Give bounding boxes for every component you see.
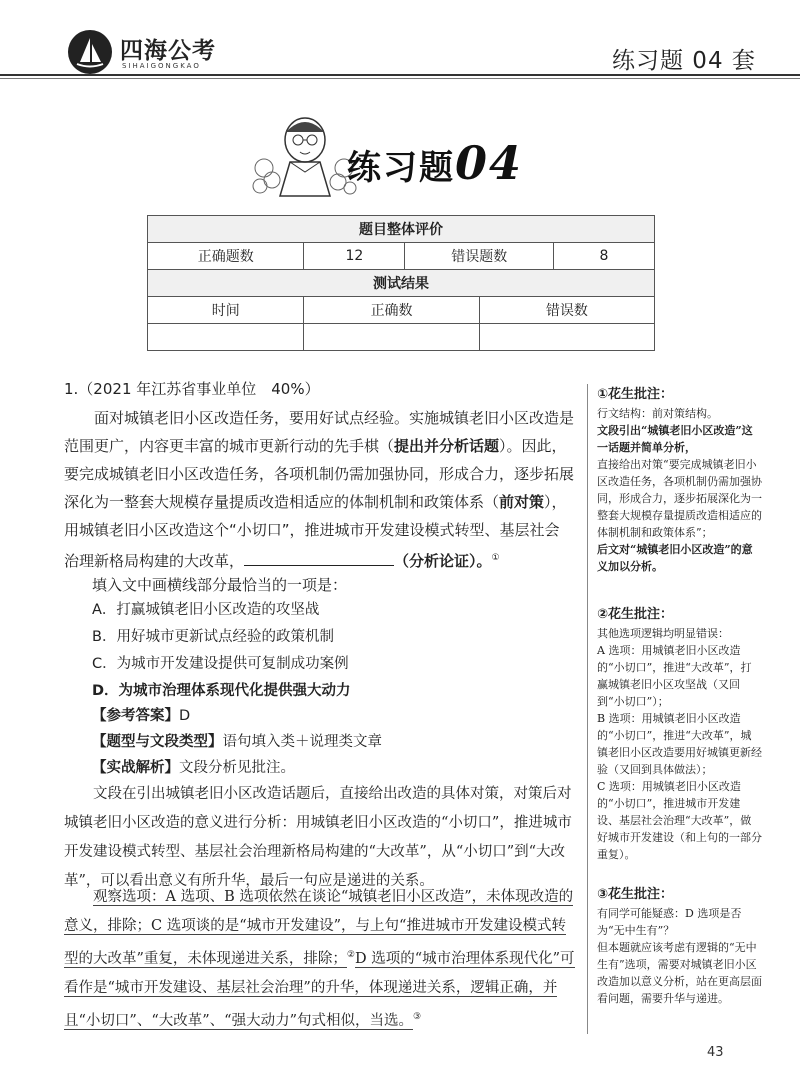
analysis-row xyxy=(92,756,295,777)
note-2-line-3: B 选项：用城镇老旧小区改造的“小切口”，推进“大改革”，城镇老旧小区改造要用好城镇更新经验（又回到具体做法）； xyxy=(597,712,762,776)
note-1-line-2: 文段引出“城镇老旧小区改造”这一话题并简单分析， xyxy=(597,424,753,454)
note-2-title: ②花生批注： xyxy=(597,607,674,622)
note-marker-1: ① xyxy=(491,553,500,563)
eval-title: 题目整体评价 xyxy=(148,216,655,243)
note-marker-2: ② xyxy=(346,950,355,960)
evaluation-table xyxy=(147,215,655,351)
wrong-count-cell[interactable] xyxy=(479,324,654,351)
correct-label: 正确题数 xyxy=(148,243,304,270)
answer-row xyxy=(92,704,190,725)
note-2-line-1: 其他选项逻辑均明显错误： xyxy=(597,627,729,640)
analysis-paragraph: 文段在引出城镇老旧小区改造话题后，直接给出改造的具体对策，对策后对城镇老旧小区改造的意义进行分析：用城镇老旧小区改造的“小切口”，推进城市开发建设模式转型、基层社会治理新格局构建的“大改革”，从“小切口”到“大改革”，可以看出意义有所升华，最后一句应是递进的关系。 xyxy=(64,786,572,889)
type-row xyxy=(92,730,382,751)
note-1-title: ①花生批注： xyxy=(597,387,674,402)
option-d[interactable]: D．为城市治理体系现代化提供强大动力 xyxy=(92,683,351,699)
note-3-line-2: 但本题就应该考虑有逻辑的“无中生有”选项，需要对城镇老旧小区改造加以意义分析，站在更高层面看问题，需要升华与递进。 xyxy=(597,941,762,1005)
analysis-value: 文段分析见批注。 xyxy=(179,760,295,776)
passage-part-a: 面对城镇老旧小区改造任务，要用好试点经验。实施城镇老旧小区改造是范围更广，内容更丰富的城市更新行动的先手棋（ xyxy=(64,409,575,455)
analysis-label: 【实战解析】 xyxy=(92,760,179,776)
option-observation xyxy=(64,883,576,1036)
wrong-label: 错误题数 xyxy=(405,243,554,270)
question-passage xyxy=(64,404,574,575)
col-time: 时间 xyxy=(148,297,304,324)
sidebar-divider xyxy=(587,384,588,1034)
option-c[interactable]: C．为城市开发建设提供可复制成功案例 xyxy=(92,656,349,672)
mascot-illustration-icon xyxy=(250,110,358,198)
passage-tag-topic: 提出并分析话题 xyxy=(394,437,500,455)
passage-part-e: ），用城镇老旧小区改造这个“小切口”，推进城市开发建设模式转型、基层社会治理新格局构建的大改革， xyxy=(64,493,567,570)
note-3 xyxy=(597,886,762,1007)
wrong-value: 8 xyxy=(554,243,655,270)
page-number: 43 xyxy=(707,1045,724,1060)
note-marker-3: ③ xyxy=(412,1011,422,1022)
note-3-title: ③花生批注： xyxy=(597,887,674,902)
note-3-line-1: 有同学可能疑惑：D 选项是否为“无中生有”？ xyxy=(597,907,742,937)
obs-part-b: D 选项的“城市治理体系现代化”可看作是“城市开发建设、基层社会治理”的升华，体现递进关系，逻辑正确，并且“小切口”、“大改革”、“强大动力”句式相似，当选。 xyxy=(64,950,575,1029)
passage-tag-strategy: 前对策 xyxy=(499,493,545,511)
time-cell[interactable] xyxy=(148,324,304,351)
col-correct: 正确数 xyxy=(304,297,479,324)
fill-blank[interactable] xyxy=(244,551,394,566)
brand-logo xyxy=(68,30,238,80)
header-rule-thin xyxy=(0,78,800,79)
note-1-line-1: 行文结构：前对策结构。 xyxy=(597,407,718,420)
note-1 xyxy=(597,386,762,575)
question-prompt: 填入文中画横线部分最恰当的一项是： xyxy=(92,576,348,594)
title-text: 练习题 xyxy=(347,148,455,188)
type-value: 语句填入类＋说理类文章 xyxy=(222,734,382,750)
passage-tag-argument: （分析论证）。 xyxy=(394,552,492,570)
result-title: 测试结果 xyxy=(148,270,655,297)
option-b[interactable]: B．用好城市更新试点经验的政策机制 xyxy=(92,629,334,645)
correct-value: 12 xyxy=(304,243,405,270)
logo-name: 四海公考 xyxy=(120,38,216,64)
note-2 xyxy=(597,606,762,863)
question-source: 1.（2021 年江苏省事业单位 40%） xyxy=(64,380,320,398)
type-label: 【题型与文段类型】 xyxy=(92,734,223,750)
col-wrong: 错误数 xyxy=(479,297,654,324)
logo-pinyin: SIHAIGONGKAO xyxy=(122,62,201,70)
answer-value: D xyxy=(179,708,191,724)
title-number: 04 xyxy=(455,136,524,190)
note-1-line-3: 直接给出对策“要完成城镇老旧小区改造任务，各项机制仍需加强协同，形成合力，逐步拓展深化为一整套大规模存量提质改造相适应的体制机制和政策体系”； xyxy=(597,458,762,539)
correct-count-cell[interactable] xyxy=(304,324,479,351)
sail-logo-icon xyxy=(68,30,112,74)
passage-part-c: ）。因此，要完成城镇老旧小区改造任务，各项机制仍需加强协同，形成合力，逐步拓展深化为一整套大规模存量提质改造相适应的体制机制和政策体系（ xyxy=(64,437,575,511)
answer-label: 【参考答案】 xyxy=(92,708,179,724)
set-label: 练习题 04 套 xyxy=(612,48,756,74)
obs-part-a: 观察选项：A 选项、B 选项依然在谈论“城镇老旧小区改造”，未体现改造的意义，排除；C 选项谈的是“城市开发建设”，与上句“推进城市开发建设模式转型的大改革”重复，未体现递进关系，排除； xyxy=(64,889,574,967)
note-2-line-2: A 选项：用城镇老旧小区改造的“小切口”，推进“大改革”，打赢城镇老旧小区攻坚战（又回到“小切口”）； xyxy=(597,644,752,708)
note-2-line-4: C 选项：用城镇老旧小区改造的“小切口”，推进城市开发建设、基层社会治理“大改革”，做好城市开发建设（和上句的一部分重复）。 xyxy=(597,780,762,861)
page-title xyxy=(347,136,523,190)
note-1-line-4: 后文对“城镇老旧小区改造”的意义加以分析。 xyxy=(597,543,753,573)
header-rule xyxy=(0,74,800,76)
option-a[interactable]: A．打赢城镇老旧小区改造的攻坚战 xyxy=(92,602,320,618)
